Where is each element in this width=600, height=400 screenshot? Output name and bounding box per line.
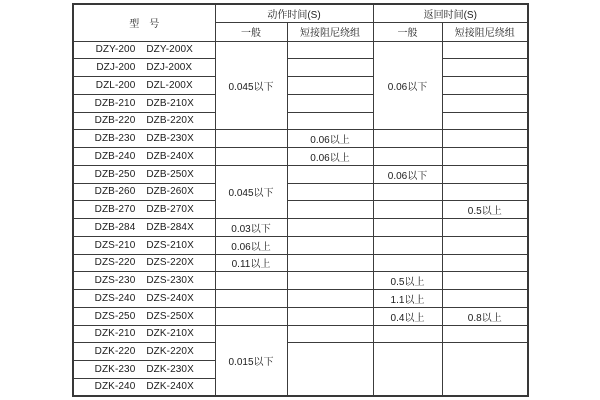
empty-cell bbox=[287, 165, 373, 183]
model-name: DZL-200 bbox=[95, 79, 136, 91]
empty-cell bbox=[287, 201, 373, 219]
empty-cell bbox=[442, 112, 528, 130]
model-cell bbox=[73, 77, 215, 95]
model-name-x: DZB-270X bbox=[146, 204, 194, 216]
header-row-1 bbox=[73, 4, 528, 22]
action-general-value-cell: 0.03以下 bbox=[215, 219, 287, 237]
empty-cell bbox=[373, 325, 442, 343]
action-general-value-cell: 0.045以下 bbox=[215, 41, 287, 130]
header-return-damping-cell: 短接阻尼绕组 bbox=[442, 22, 528, 41]
model-name-x: DZK-210X bbox=[146, 328, 194, 340]
empty-cell bbox=[287, 325, 373, 343]
empty-cell bbox=[287, 272, 373, 290]
empty-cell bbox=[287, 94, 373, 112]
empty-cell bbox=[373, 343, 442, 396]
model-name: DZB-270 bbox=[94, 204, 136, 216]
table-row bbox=[73, 343, 528, 361]
empty-cell bbox=[373, 219, 442, 237]
empty-cell bbox=[287, 112, 373, 130]
empty-cell bbox=[442, 77, 528, 95]
empty-cell bbox=[373, 148, 442, 166]
model-name: DZB-210 bbox=[94, 97, 136, 109]
empty-cell bbox=[373, 201, 442, 219]
action-damping-value-cell: 0.06以上 bbox=[287, 130, 373, 148]
table-row bbox=[73, 59, 528, 77]
model-name-x: DZB-210X bbox=[146, 97, 194, 109]
empty-cell bbox=[442, 219, 528, 237]
table-row bbox=[73, 201, 528, 219]
header-action-general-cell: 一般 bbox=[215, 22, 287, 41]
empty-cell bbox=[442, 165, 528, 183]
model-name-x: DZL-200X bbox=[146, 79, 193, 91]
table-row bbox=[73, 236, 528, 254]
model-cell bbox=[73, 112, 215, 130]
table-row bbox=[73, 219, 528, 237]
model-name-x: DZB-284X bbox=[146, 221, 194, 233]
model-cell bbox=[73, 130, 215, 148]
model-name: DZS-230 bbox=[94, 275, 136, 287]
model-cell bbox=[73, 165, 215, 183]
model-name: DZJ-200 bbox=[96, 62, 136, 74]
empty-cell bbox=[287, 183, 373, 201]
table-row bbox=[73, 41, 528, 59]
empty-cell bbox=[373, 236, 442, 254]
empty-cell bbox=[442, 272, 528, 290]
action-general-value-cell: 0.045以下 bbox=[215, 165, 287, 218]
model-name-x: DZS-250X bbox=[146, 310, 194, 322]
table-row bbox=[73, 112, 528, 130]
model-cell bbox=[73, 343, 215, 361]
empty-cell bbox=[287, 307, 373, 325]
model-name-x: DZB-260X bbox=[146, 186, 194, 198]
model-name: DZK-210 bbox=[94, 328, 136, 340]
return-general-value-cell: 1.1以上 bbox=[373, 290, 442, 308]
model-name: DZK-240 bbox=[94, 381, 136, 393]
table-row bbox=[73, 94, 528, 112]
model-name: DZB-260 bbox=[94, 186, 136, 198]
header-action-time-cell: 动作时间(S) bbox=[215, 4, 373, 22]
model-name-x: DZB-220X bbox=[146, 115, 194, 127]
model-name: DZB-284 bbox=[94, 221, 136, 233]
model-name-x: DZS-210X bbox=[146, 239, 194, 251]
return-general-value-cell: 0.5以上 bbox=[373, 272, 442, 290]
table-row bbox=[73, 148, 528, 166]
model-cell bbox=[73, 94, 215, 112]
model-cell bbox=[73, 183, 215, 201]
return-damping-value-cell: 0.8以上 bbox=[442, 307, 528, 325]
model-name-x: DZS-240X bbox=[146, 292, 194, 304]
table-row bbox=[73, 130, 528, 148]
model-cell bbox=[73, 307, 215, 325]
action-general-value-cell: 0.06以上 bbox=[215, 236, 287, 254]
empty-cell bbox=[373, 130, 442, 148]
empty-cell bbox=[287, 236, 373, 254]
model-cell bbox=[73, 290, 215, 308]
table-row bbox=[73, 307, 528, 325]
empty-cell bbox=[215, 272, 287, 290]
empty-cell bbox=[287, 254, 373, 272]
empty-cell bbox=[442, 148, 528, 166]
empty-cell bbox=[287, 219, 373, 237]
empty-cell bbox=[215, 130, 287, 148]
model-name-x: DZS-230X bbox=[146, 275, 194, 287]
model-name-x: DZJ-200X bbox=[146, 62, 193, 74]
table-row bbox=[73, 77, 528, 95]
header-return-general-cell: 一般 bbox=[373, 22, 442, 41]
header-action-damping-cell: 短接阻尼绕组 bbox=[287, 22, 373, 41]
header-model-cell: 型 号 bbox=[73, 4, 215, 41]
table-row bbox=[73, 254, 528, 272]
empty-cell bbox=[442, 94, 528, 112]
empty-cell bbox=[215, 307, 287, 325]
action-general-value-cell: 0.015以下 bbox=[215, 325, 287, 396]
empty-cell bbox=[442, 325, 528, 343]
model-name: DZB-230 bbox=[94, 133, 136, 145]
empty-cell bbox=[287, 59, 373, 77]
model-name-x: DZS-220X bbox=[146, 257, 194, 269]
table-row bbox=[73, 325, 528, 343]
model-name: DZB-220 bbox=[94, 115, 136, 127]
action-damping-value-cell: 0.06以上 bbox=[287, 148, 373, 166]
empty-cell bbox=[442, 290, 528, 308]
model-cell bbox=[73, 148, 215, 166]
table-row bbox=[73, 290, 528, 308]
empty-cell bbox=[442, 59, 528, 77]
model-cell bbox=[73, 325, 215, 343]
model-cell bbox=[73, 236, 215, 254]
model-name-x: DZY-200X bbox=[146, 44, 193, 56]
empty-cell bbox=[442, 343, 528, 396]
model-name: DZB-250 bbox=[94, 168, 136, 180]
model-cell bbox=[73, 219, 215, 237]
empty-cell bbox=[442, 41, 528, 59]
model-name-x: DZB-240X bbox=[146, 150, 194, 162]
return-general-value-cell: 0.4以上 bbox=[373, 307, 442, 325]
model-name-x: DZB-230X bbox=[146, 133, 194, 145]
header-return-time-cell: 返回时间(S) bbox=[373, 4, 528, 22]
model-name: DZS-240 bbox=[94, 292, 136, 304]
model-cell bbox=[73, 272, 215, 290]
model-cell bbox=[73, 254, 215, 272]
empty-cell bbox=[215, 148, 287, 166]
model-name: DZK-220 bbox=[94, 346, 136, 358]
model-name: DZK-230 bbox=[94, 363, 136, 375]
model-name: DZY-200 bbox=[95, 44, 136, 56]
empty-cell bbox=[442, 236, 528, 254]
return-damping-value-cell: 0.5以上 bbox=[442, 201, 528, 219]
empty-cell bbox=[287, 41, 373, 59]
model-name: DZS-250 bbox=[94, 310, 136, 322]
relay-spec-table bbox=[72, 3, 529, 397]
model-name: DZB-240 bbox=[94, 150, 136, 162]
return-general-value-cell: 0.06以下 bbox=[373, 165, 442, 183]
model-name: DZS-210 bbox=[94, 239, 136, 251]
model-cell bbox=[73, 361, 215, 379]
model-cell bbox=[73, 201, 215, 219]
model-name-x: DZK-240X bbox=[146, 381, 194, 393]
empty-cell bbox=[373, 183, 442, 201]
empty-cell bbox=[287, 77, 373, 95]
empty-cell bbox=[215, 290, 287, 308]
table-row bbox=[73, 272, 528, 290]
empty-cell bbox=[442, 183, 528, 201]
table-row bbox=[73, 183, 528, 201]
model-name-x: DZK-220X bbox=[146, 346, 194, 358]
empty-cell bbox=[373, 254, 442, 272]
model-name-x: DZB-250X bbox=[146, 168, 194, 180]
return-general-value-cell: 0.06以下 bbox=[373, 41, 442, 130]
model-name: DZS-220 bbox=[94, 257, 136, 269]
model-cell bbox=[73, 378, 215, 396]
empty-cell bbox=[287, 343, 373, 396]
empty-cell bbox=[287, 290, 373, 308]
empty-cell bbox=[442, 254, 528, 272]
empty-cell bbox=[442, 130, 528, 148]
model-cell bbox=[73, 59, 215, 77]
model-cell bbox=[73, 41, 215, 59]
model-name-x: DZK-230X bbox=[146, 363, 194, 375]
action-general-value-cell: 0.11以上 bbox=[215, 254, 287, 272]
table-row bbox=[73, 165, 528, 183]
